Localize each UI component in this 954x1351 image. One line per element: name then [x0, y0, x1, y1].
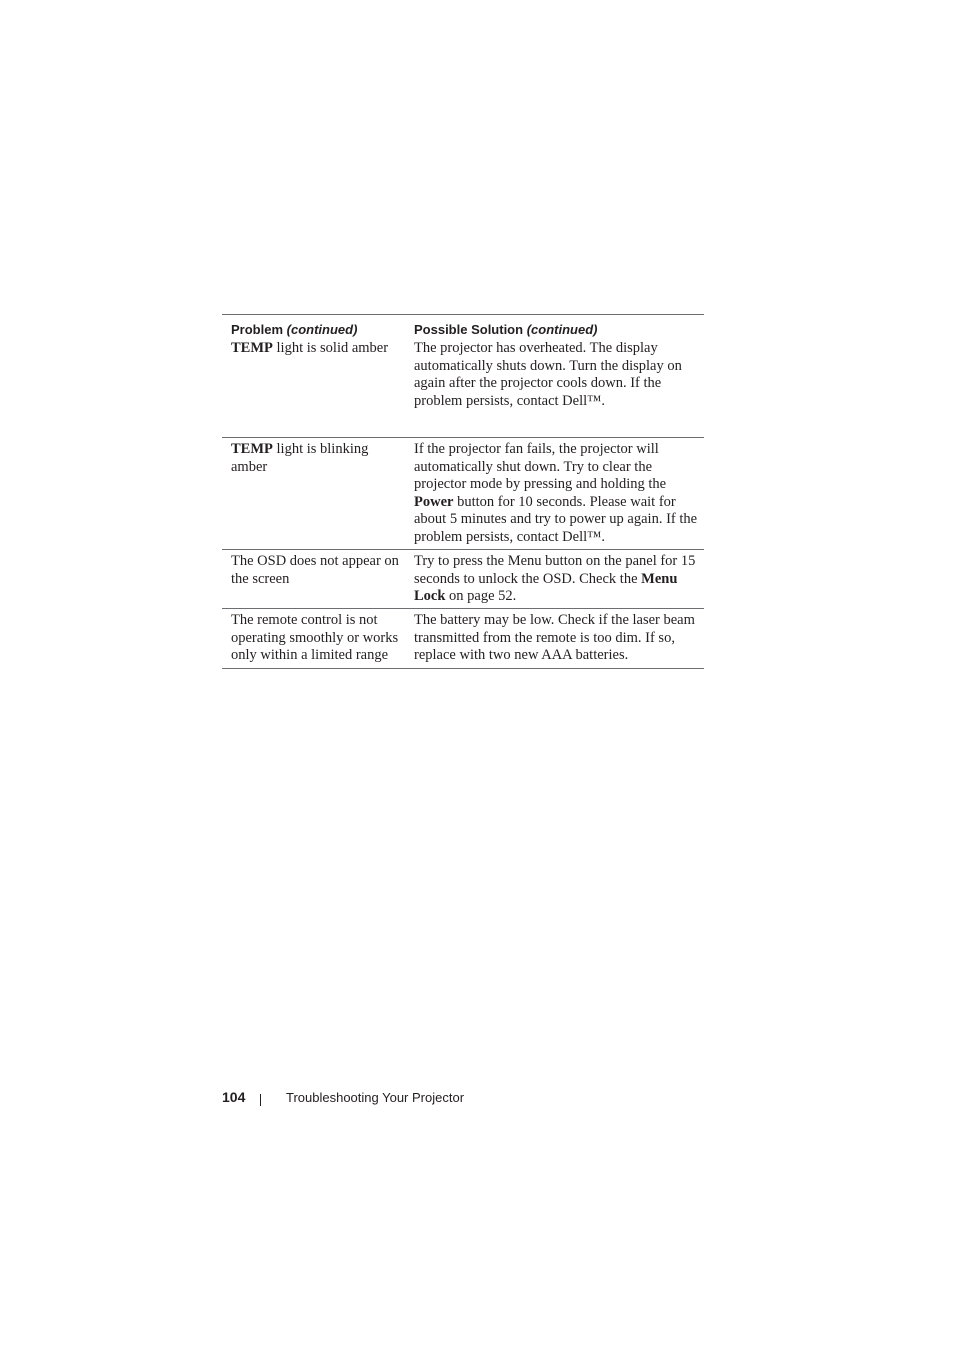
table-row: [222, 550, 704, 609]
table-row: [222, 337, 704, 438]
problem-text: light is solid amber: [272, 340, 389, 356]
menu-lock-label: Menu Lock: [414, 570, 678, 605]
solution-cell: The projector has overheated. The display automatically shuts down. Turn the display on again after the projector cools down. If the problem persists, contact Dell™.: [414, 340, 682, 409]
header-solution-label: Possible Solution: [414, 322, 524, 337]
table-row: [222, 609, 704, 669]
solution-text-b: on page 52.: [445, 588, 517, 605]
solution-text-a: If the projector fan fails, the projector will automatically shut down. Try to clear the projector mode by pressing and holding the: [414, 441, 667, 493]
table-header: [222, 315, 704, 337]
solution-cell: [414, 441, 704, 549]
footer-title: Troubleshooting Your Projector: [286, 1090, 465, 1105]
footer-separator: [260, 1094, 261, 1106]
troubleshooting-table: [222, 314, 704, 669]
solution-cell: The battery may be low. Check if the laser beam transmitted from the remote is too dim. If so, replace with two new AAA batteries.: [414, 612, 695, 664]
problem-text: light is blinking amber: [231, 441, 369, 475]
temp-label: TEMP: [231, 441, 273, 457]
power-label: Power: [414, 493, 454, 510]
temp-label: TEMP: [231, 340, 273, 356]
problem-cell: [222, 441, 414, 549]
header-problem-continued: (continued): [286, 322, 358, 337]
header-solution-continued: (continued): [526, 322, 598, 337]
header-problem: [222, 322, 414, 337]
problem-cell: The remote control is not operating smoothly or works only within a limited range: [231, 612, 399, 664]
header-problem-label: Problem: [231, 322, 284, 337]
solution-text-a: Try to press the Menu button on the panel for 15 seconds to unlock the OSD. Check the: [414, 553, 696, 587]
page-number: 104: [222, 1089, 246, 1105]
solution-cell: [414, 553, 704, 608]
solution-text-b: button for 10 seconds. Please wait for about 5 minutes and try to power up again. If the problem persists, contact Dell™.: [414, 493, 698, 545]
header-solution: [414, 322, 704, 337]
table-row: [222, 438, 704, 550]
problem-cell: [222, 340, 414, 437]
problem-cell: The OSD does not appear on the screen: [231, 553, 399, 587]
